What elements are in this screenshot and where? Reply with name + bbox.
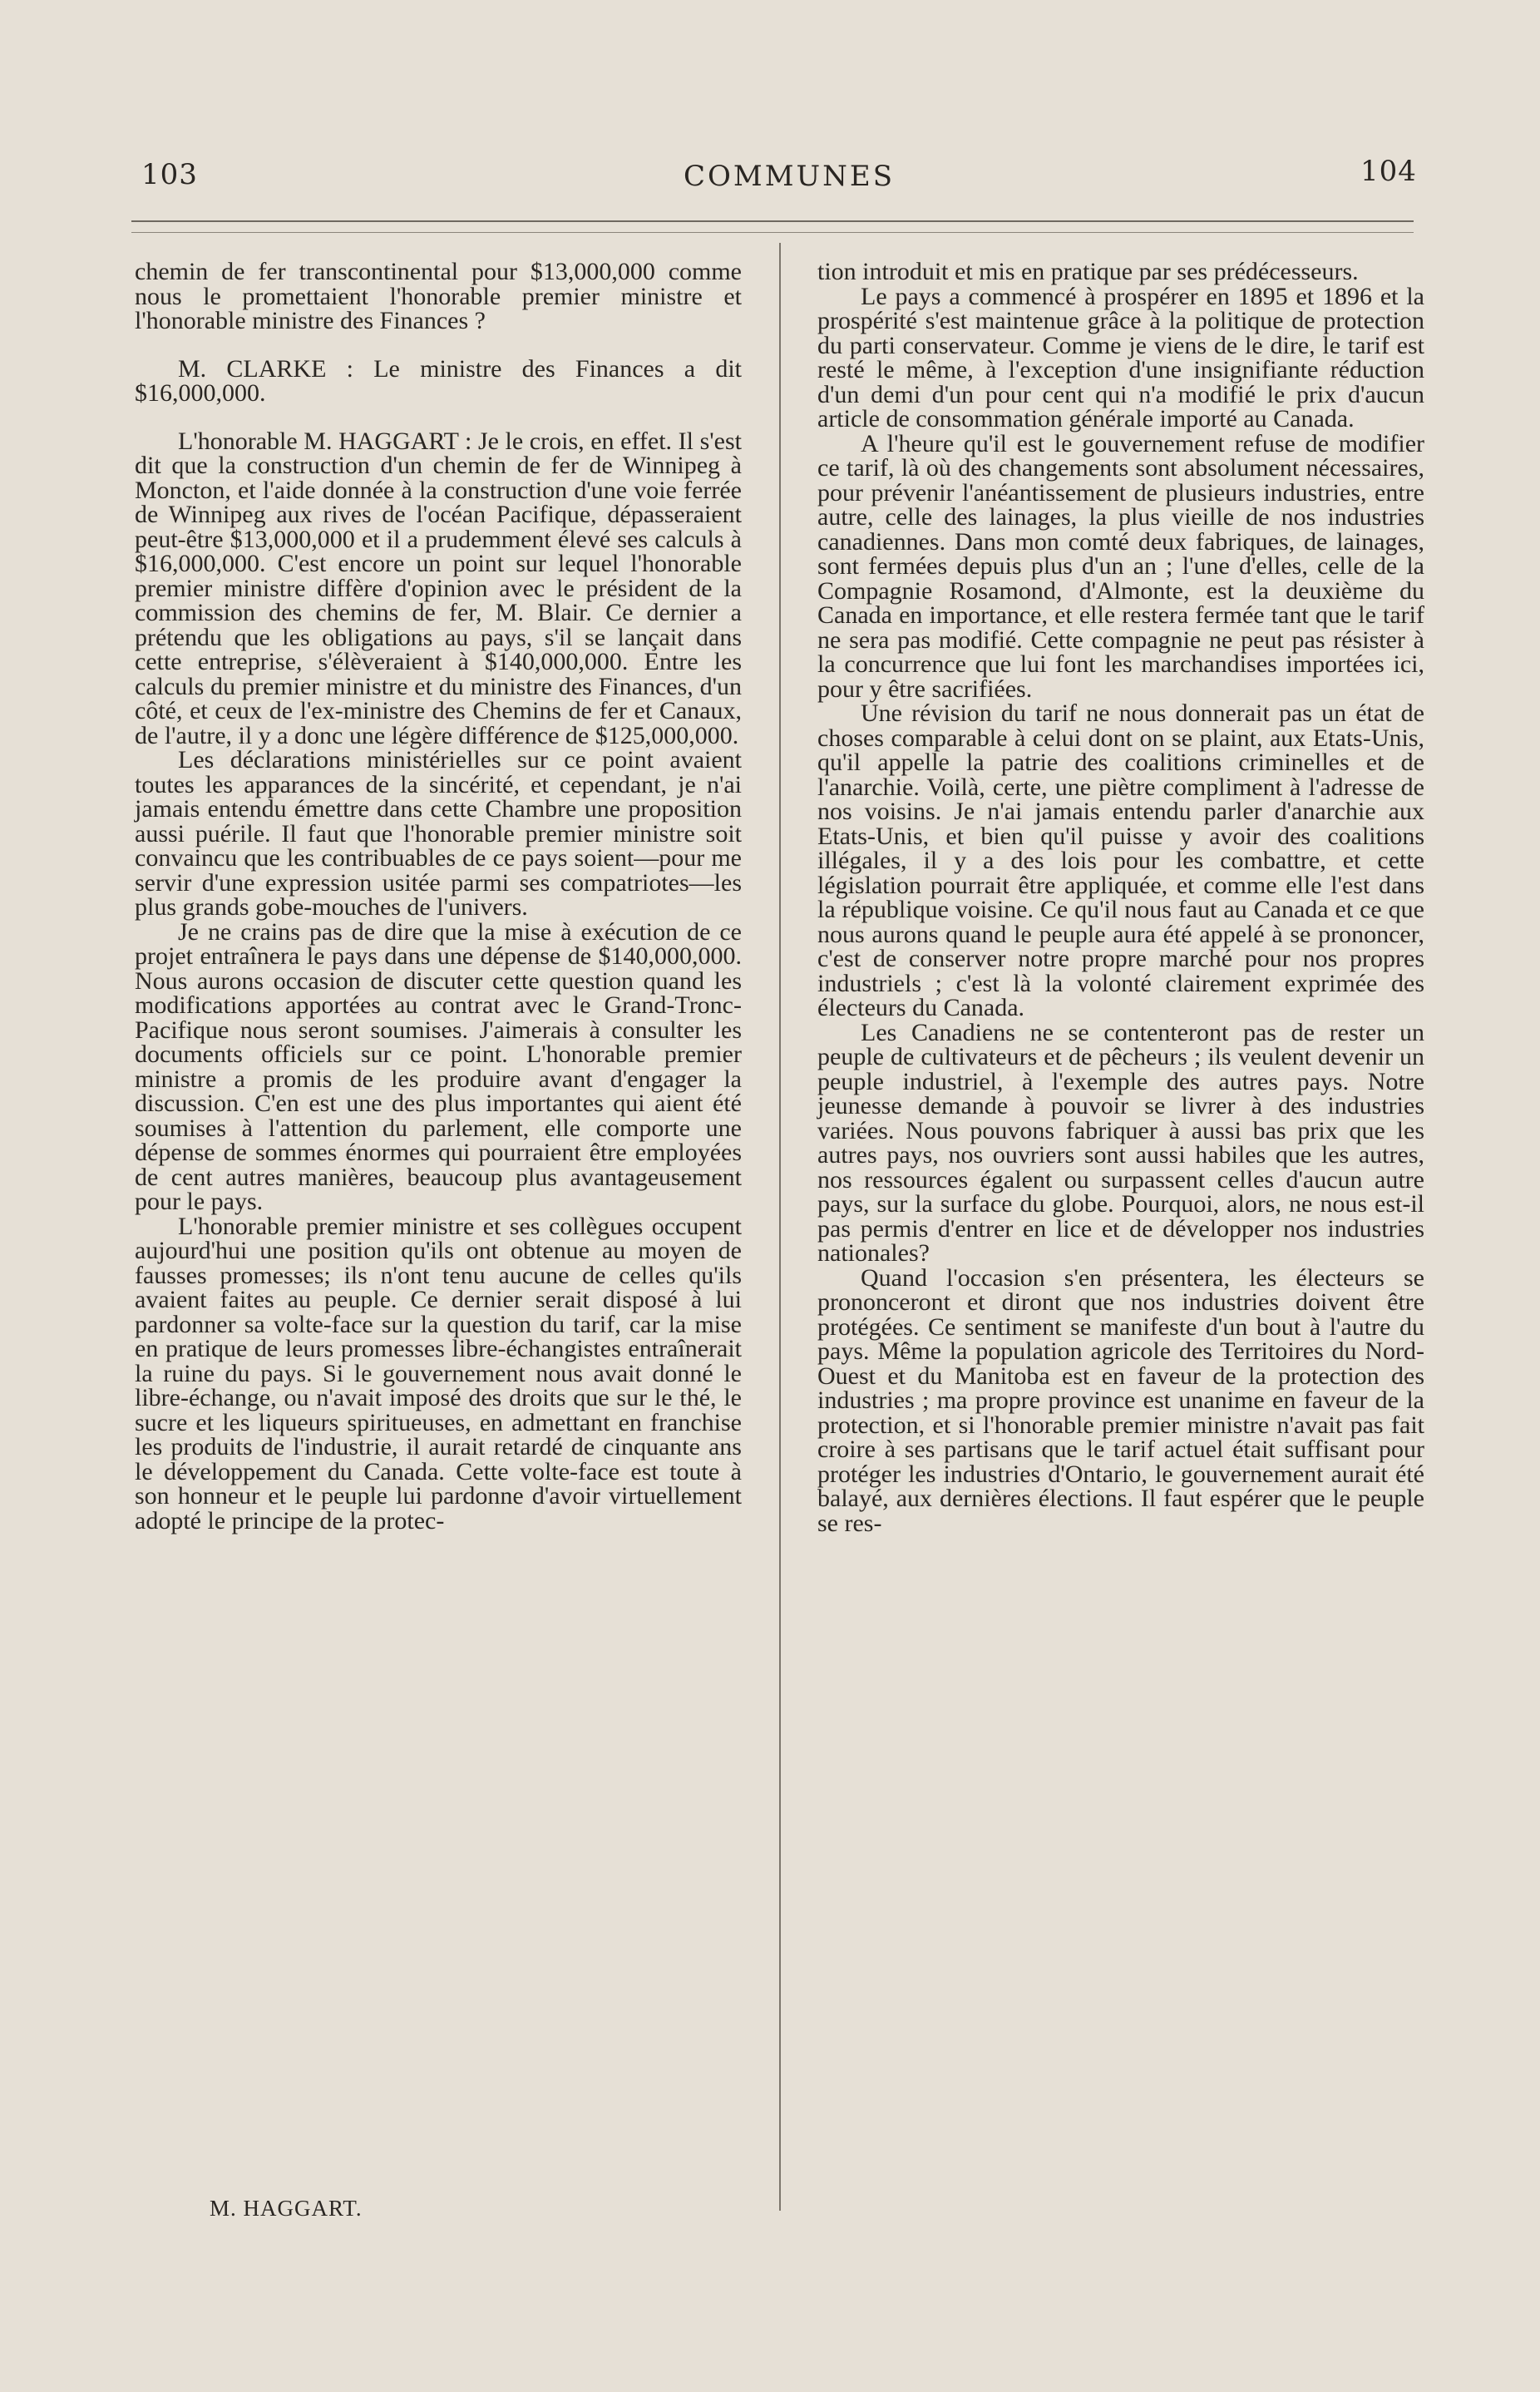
- page-title: COMMUNES: [684, 160, 896, 193]
- paragraph: Quand l'occasion s'en présentera, les électeurs se prononceront et diront que nos industries doivent être protégées. Ce sentiment se manifeste d'un bout à l'autre du pays. Même la population agricole des Territoires du Nord-Ouest et du Manitoba est en faveur de la protection des industries ; ma propre province est unanime en faveur de la protection, et si l'honorable premier ministre n'avait pas fait croire à ses partisans que le tarif actuel était suffisant pour protéger les industries d'Ontario, le gouvernement aurait été balayé, aux dernières élections. Il faut espérer que le peuple se res-: [817, 1263, 1424, 1537]
- header-rule-bottom: [131, 232, 1414, 233]
- page-number-right: 104: [1360, 155, 1417, 188]
- paragraph: Les Canadiens ne se contenteront pas de rester un peuple de cultivateurs et de pêcheurs ; ils veulent devenir un peuple industriel, à l'exemple des autres pays. Notre jeunesse demande à pouvoir se livrer à des industries variées. Nous pouvons fabriquer à aussi bas prix que les autres pays, nos ouvriers sont aussi habiles que les autres, nos ressources égalent ou surpassent celles d'aucun autre pays, sur la surface du globe. Pourquoi, alors, ne nous est-il pas permis d'entrer en lice et de développer nos industries nationales?: [817, 1018, 1424, 1267]
- paragraph: Une révision du tarif ne nous donnerait pas un état de choses comparable à celui dont on se plaint, aux Etats-Unis, qu'il appelle la patrie des coalitions criminelles et de l'anarchie. Voilà, certe, une piètre compliment à l'adresse de nos voisins. Je n'ai jamais entendu parler d'anarchie aux Etats-Unis, et bien qu'il puisse y avoir des coalitions illégales, il y a des lois pour les combattre, et cette législation pourrait être appliquée, et comme elle l'est dans la république voisine. Ce qu'il nous faut au Canada et ce que nous aurons quand le peuple aura été appelé à se prononcer, c'est de conserver notre propre marché pour nos propres industriels ; c'est là la volonté clairement exprimée des électeurs du Canada.: [817, 699, 1424, 1021]
- footer-speaker: M. HAGGART.: [210, 2196, 363, 2221]
- left-column: [135, 259, 742, 1533]
- right-column: [817, 259, 1424, 1535]
- paragraph: M. CLARKE : Le ministre des Finances a dit $16,000,000.: [135, 354, 742, 407]
- paragraph: tion introduit et mis en pratique par ses prédécesseurs.: [817, 258, 1359, 285]
- header-rule-top: [131, 220, 1414, 222]
- paragraph: chemin de fer transcontinental pour $13,000,000 comme nous le promettaient l'honorable premier ministre et l'honorable ministre des Finances ?: [135, 258, 742, 334]
- paragraph: Je ne crains pas de dire que la mise à exécution de ce projet entraînera le pays dans une dépense de $140,000,000. Nous aurons occasion de discuter cette question quand les modifications apportées au contrat avec le Grand-Tronc-Pacifique nous seront soumises. J'aimerais à consulter les documents officiels sur ce point. L'honorable premier ministre a promis de les produire avant d'engager la discussion. C'en est une des plus importantes qui aient été soumises à l'attention du parlement, elle comporte une dépense de sommes énormes qui pourraient être employées de cent autres manières, beaucoup plus avantageusement pour le pays.: [135, 917, 742, 1215]
- paragraph: L'honorable M. HAGGART : Je le crois, en effet. Il s'est dit que la construction d'un chemin de fer de Winnipeg à Moncton, et l'aide donnée à la construction d'une voie ferrée de Winnipeg aux rives de l'océan Pacifique, dépasseraient peut-être $13,000,000 et il a prudemment élevé ses calculs à $16,000,000. C'est encore un point sur lequel l'honorable premier ministre diffère d'opinion avec le président de la commission des chemins de fer, M. Blair. Ce dernier a prétendu que les obligations au pays, s'il se lançait dans cette entreprise, s'élèveraient à $140,000,000. Entre les calculs du premier ministre et du ministre des Finances, d'un côté, et ceux de l'ex-ministre des Chemins de fer et Canaux, de l'autre, il y a donc une légère différence de $125,000,000.: [135, 427, 742, 749]
- paragraph: Le pays a commencé à prospérer en 1895 et 1896 et la prospérité s'est maintenue grâce à la politique de protection du parti conservateur. Comme je viens de le dire, le tarif est resté le même, à l'exception d'une insignifiante réduction d'un demi d'un pour cent qui n'a modifié le prix d'aucun article de consommation générale importé au Canada.: [817, 282, 1424, 432]
- column-divider: [779, 243, 781, 2211]
- paragraph: Les déclarations ministérielles sur ce point avaient toutes les apparances de la sincérité, et cependant, je n'ai jamais entendu émettre dans cette Chambre une proposition aussi puérile. Il faut que l'honorable premier ministre soit convaincu que les contribuables de ce pays soient—pour me servir d'une expression usitée parmi ses compatriotes—les plus grands gobe-mouches de l'univers.: [135, 746, 742, 921]
- paragraph: L'honorable premier ministre et ses collègues occupent aujourd'hui une position qu'ils ont obtenue au moyen de fausses promesses; ils n'ont tenu aucune de celles qu'ils avaient faites au peuple. Ce dernier serait disposé à lui pardonner sa volte-face sur la question du tarif, car la mise en pratique de leurs promesses libre-échangistes entraînerait la ruine du pays. Si le gouvernement nous avait donné le libre-échange, ou n'avait imposé des droits que sur le thé, le sucre et les liqueurs spiritueuses, en admettant en franchise les produits de l'industrie, il aurait retardé de cinquante ans le développement du Canada. Cette volte-face est toute à son honneur et le peuple lui pardonne d'avoir virtuellement adopté le principe de la protec-: [135, 1212, 742, 1535]
- page-number-left: 103: [141, 158, 198, 191]
- paragraph: A l'heure qu'il est le gouvernement refuse de modifier ce tarif, là où des changements sont absolument nécessaires, pour prévenir l'anéantissement de plusieurs industries, entre autre, celle des lainages, la plus vieille de nos industries canadiennes. Dans mon comté deux fabriques, de lainages, sont fermées depuis plus d'un an ; l'une d'elles, celle de la Compagnie Rosamond, d'Almonte, est la deuxième du Canada en importance, et elle restera fermée tant que le tarif ne sera pas modifié. Cette compagnie ne peut pas résister à la concurrence que lui font les marchandises importées ici, pour y être sacrifiées.: [817, 429, 1424, 703]
